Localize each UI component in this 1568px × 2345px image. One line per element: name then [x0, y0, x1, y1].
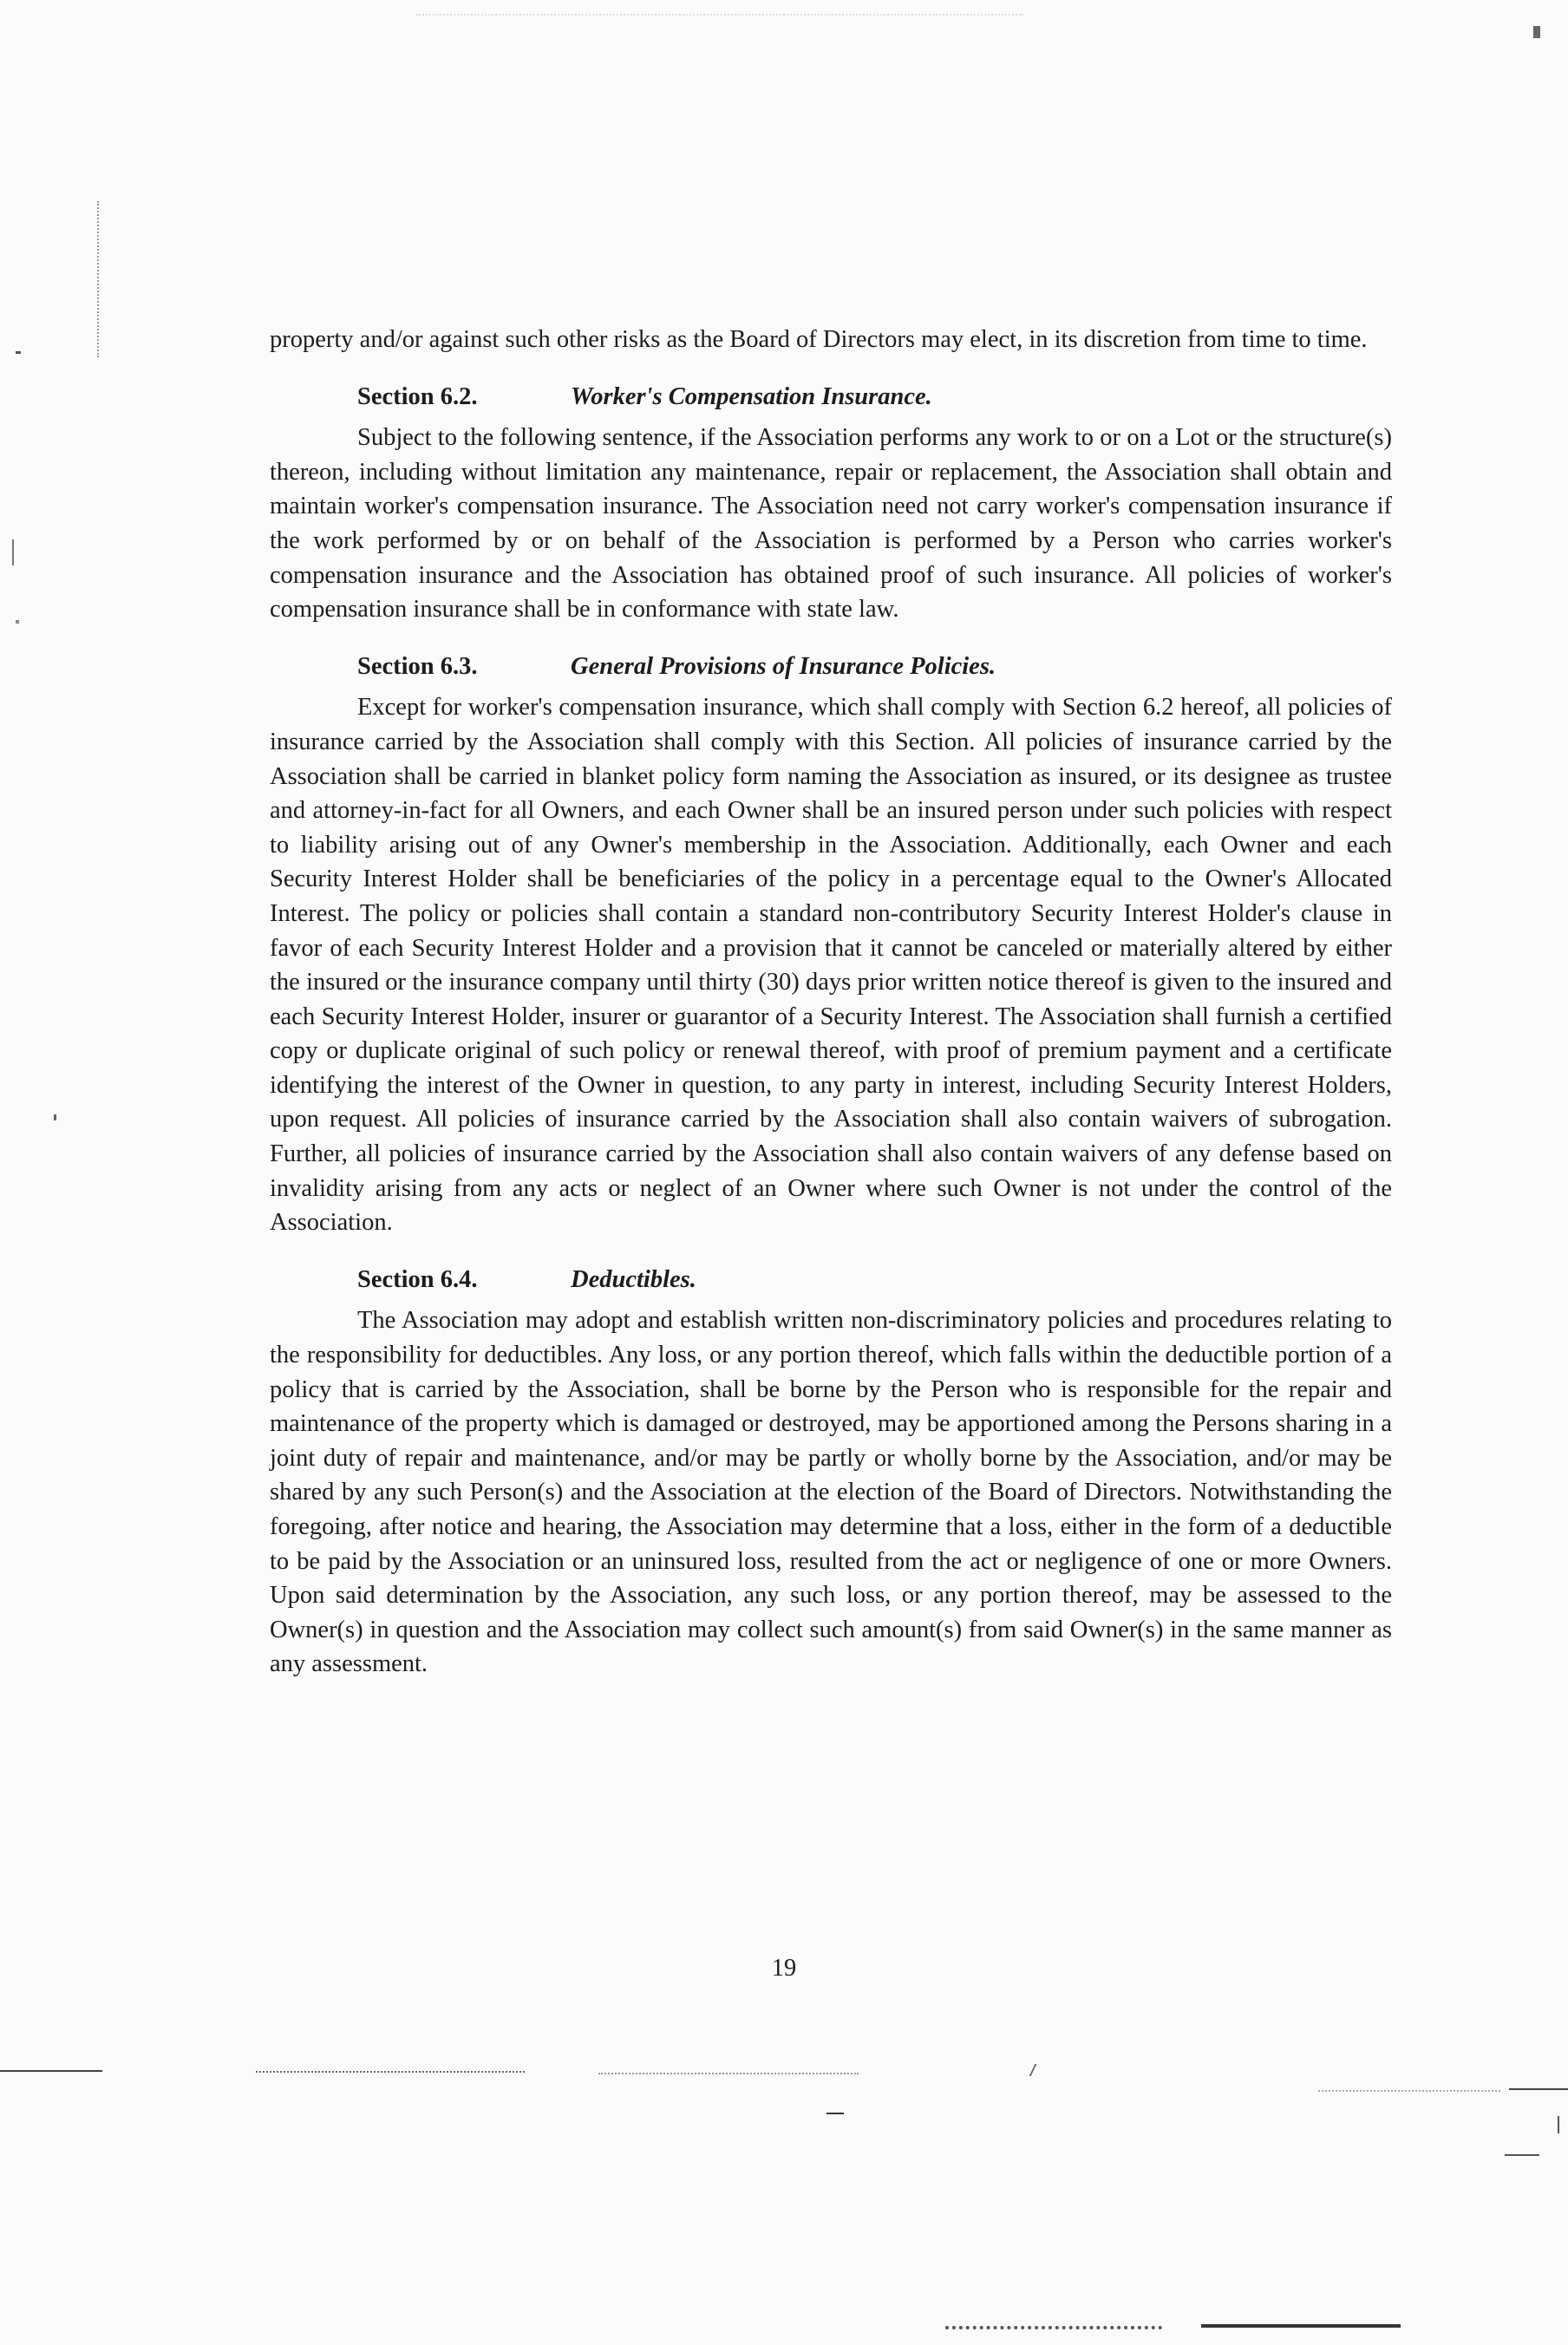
section-heading-6-3 [270, 650, 1392, 684]
scan-artifact-bottom-dots [256, 2071, 525, 2073]
scan-artifact-bottom-right-dots [1318, 2090, 1500, 2092]
scan-artifact-left-mark [16, 620, 19, 624]
scan-artifact-right-tick [1558, 2116, 1559, 2133]
scan-artifact-left-mark-2 [54, 1114, 56, 1120]
scan-artifact-top-right-mark [1533, 26, 1540, 38]
scan-artifact-right-dash [1505, 2154, 1539, 2156]
scan-artifact-left-margin-dots [97, 201, 99, 357]
scan-artifact-bottom-strip-dots [945, 2326, 1162, 2329]
scan-artifact-bottom-mark [1029, 2064, 1048, 2076]
paragraph-section-6-3: Except for worker's compensation insurance, which shall comply with Section 6.2 hereof, all policies of insurance carried by the Association shall comply with this Section. All policies of insurance carried by the Association shall be carried in blanket policy form naming the Association as insured, or its designee as trustee and attorney-in-fact for all Owners, and each Owner shall be an insured person under such policies with respect to liability arising out of any Owner's membership in the Association. Additionally, each Owner and each Security Interest Holder shall be beneficiaries of the policy in a percentage equal to the Owner's Allocated Interest. The policy or policies shall contain a standard non-contributory Security Interest Holder's clause in favor of each Security Interest Holder and a provision that it cannot be canceled or materially altered by either the insured or the insurance company until thirty (30) days prior written notice thereof is given to the insured and each Security Interest Holder, insurer or guarantor of a Security Interest. The Association shall furnish a certified copy or duplicate original of such policy or renewal thereof, with proof of premium payment and a certificate identifying the interest of the Owner in question, to any party in interest, including Security Interest Holders, upon request. All policies of insurance carried by the Association shall also contain waivers of subrogation. Further, all policies of insurance carried by the Association shall also contain waivers of any defense based on invalidity arising from any acts or neglect of an Owner where such Owner is not under the control of the Association. [270, 694, 1392, 1237]
section-number: Section 6.2. [357, 382, 478, 410]
section-heading-6-4 [270, 1263, 1392, 1297]
paragraph-section-6-4: The Association may adopt and establish written non-discriminatory policies and procedures relating to the responsibility for deductibles. Any loss, or any portion thereof, which falls within the deductible portion of a policy that is carried by the Association, shall be borne by the Person who is responsible for the repair and maintenance of the property which is damaged or destroyed, may be apportioned among the Persons sharing in a joint duty of repair and maintenance, and/or may be partly or wholly borne by the Association, and/or may be shared by any such Person(s) and the Association at the election of the Board of Directors. Notwithstanding the foregoing, after notice and hearing, the Association may determine that a loss, either in the form of a deductible to be paid by the Association or an uninsured loss, resulted from the act or negligence of one or more Owners. Upon said determination by the Association, any such loss, or any portion thereof, may be assessed to the Owner(s) in question and the Association may collect such amount(s) from said Owner(s) in the same manner as any assessment. [270, 1307, 1392, 1678]
scan-artifact-bottom-dash [826, 2113, 844, 2114]
section-number: Section 6.4. [357, 1265, 478, 1293]
scan-artifact-left-bracket [12, 539, 14, 565]
scan-artifact-top-dots [416, 14, 1023, 16]
scan-artifact-bottom-dots-2 [598, 2073, 859, 2074]
scan-artifact-bottom-right-line [1509, 2088, 1568, 2090]
scan-artifact-bottom-left-line [0, 2070, 102, 2072]
page-number: 19 [771, 1955, 797, 1982]
section-title: Worker's Compensation Insurance. [571, 382, 932, 410]
paragraph-section-6-2: Subject to the following sentence, if the Association performs any work to or on a Lot or the structure(s) thereon, including without limitation any maintenance, repair or replacement, the Association shall obtain and maintain worker's compensation insurance. The Association need not carry worker's compensation insurance if the work performed by or on behalf of the Association is performed by a Person who carries worker's compensation insurance and the Association has obtained proof of such insurance. All policies of worker's compensation insurance shall be in conformance with state law. [270, 424, 1392, 624]
scan-artifact-left-dash [16, 351, 21, 354]
section-title: Deductibles. [571, 1265, 696, 1293]
paragraph-continuation: property and/or against such other risks as the Board of Directors may elect, in its discretion from time to time. [270, 326, 1368, 353]
section-title: General Provisions of Insurance Policies. [571, 652, 996, 680]
section-heading-6-2 [270, 380, 1392, 415]
section-number: Section 6.3. [357, 652, 478, 680]
document-body [270, 323, 1392, 1682]
scan-artifact-bottom-strip [1201, 2324, 1401, 2328]
